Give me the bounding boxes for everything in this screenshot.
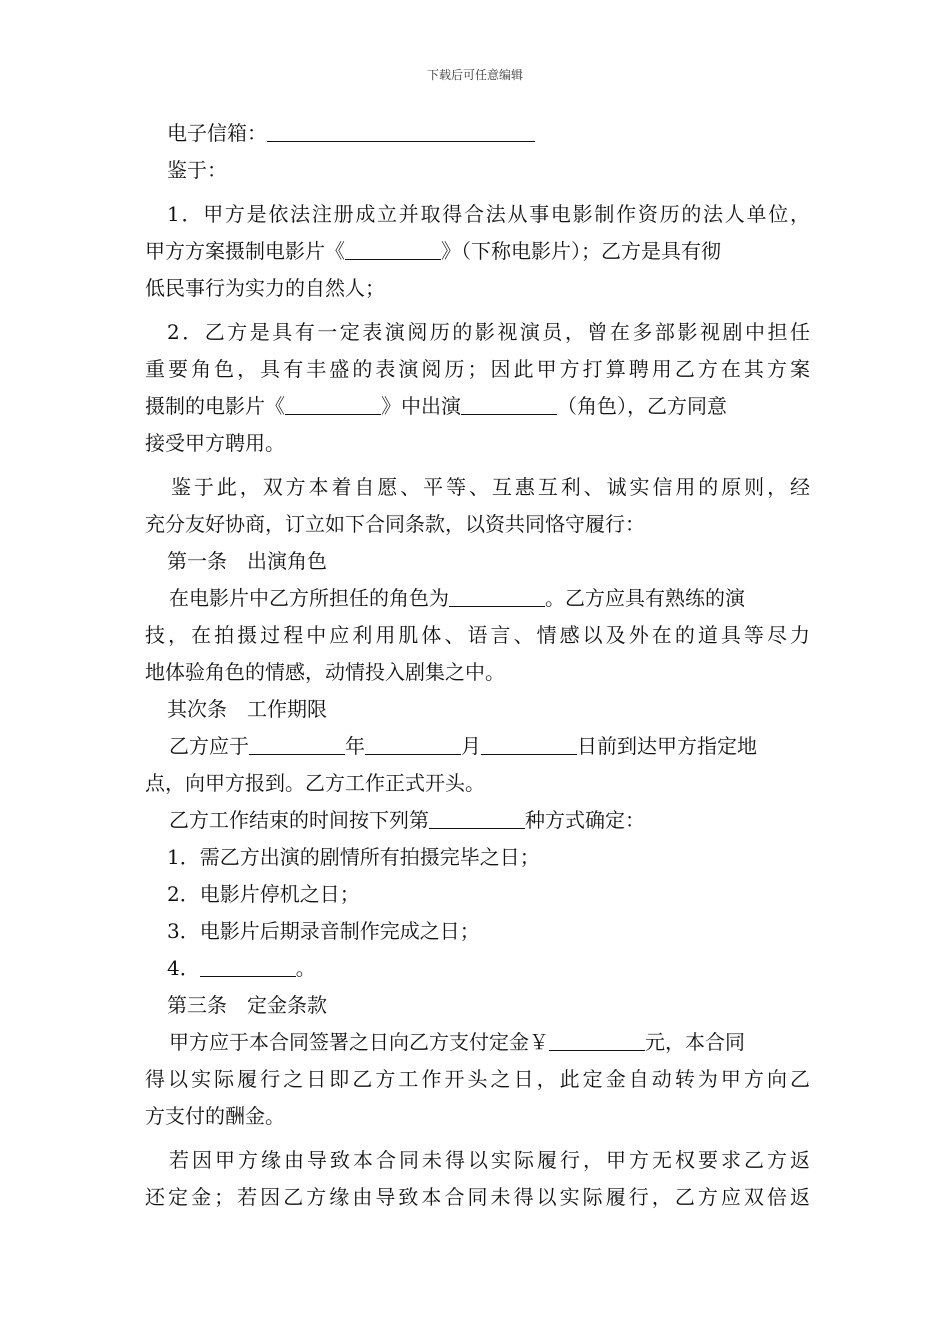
option-4-number: 4．: [167, 956, 200, 980]
option-4: [145, 950, 810, 987]
deposit-amount-blank: [549, 1026, 645, 1051]
option-3: 3．电影片后期录音制作完成之日；: [167, 919, 480, 943]
art2-line-2: 点，向甲方报到。乙方工作正式开头。: [145, 771, 485, 795]
art1-line-2: 技，在拍摄过程中应利用肌体、语言、情感以及外在的道具等尽力: [145, 623, 810, 647]
art1-text-a: 在电影片中乙方所担任的角色为: [169, 586, 449, 610]
p1-text-b: 》（下称电影片）；乙方是具有彻: [441, 239, 721, 263]
contract-body: [145, 115, 810, 1216]
role-blank: [461, 390, 557, 415]
option-4-blank: [200, 952, 296, 977]
art2-text-e: 乙方工作结束的时间按下列第: [169, 808, 429, 832]
p2-line-1: 2．乙方是具有一定表演阅历的影视演员，曾在多部影视剧中担任: [167, 320, 810, 344]
whereas-heading: 鉴于：: [167, 158, 227, 182]
film-title-blank: [345, 235, 441, 260]
p2-text-b: 》中出演: [381, 394, 461, 418]
art2-text-f: 种方式确定：: [525, 808, 645, 832]
option-4-end: 。: [295, 956, 316, 980]
art3-line-3: 方支付的酬金。: [145, 1104, 285, 1128]
p3-line-1: 鉴于此，双方本着自愿、平等、互惠互利、诚实信用的原则，经: [171, 475, 810, 499]
p1-line-3: 低民事行为实力的自然人；: [145, 276, 385, 300]
art3-line-5: 还定金；若因乙方缘由导致本合同未得以实际履行，乙方应双倍返: [145, 1185, 810, 1209]
art2-text-c: 月: [461, 734, 481, 758]
art3-text-a: 甲方应于本合同签署之日向乙方支付定金￥: [169, 1030, 549, 1054]
article-1-title: 第一条 出演角色: [167, 549, 327, 573]
p2-text-c: （角色），乙方同意: [557, 394, 727, 418]
art3-line-1: [145, 1024, 810, 1061]
day-blank: [481, 730, 577, 755]
email-blank: [267, 117, 535, 142]
art3-line-2: 得以实际履行之日即乙方工作开头之日，此定金自动转为甲方向乙: [145, 1067, 810, 1091]
art1-line-1: [145, 580, 810, 617]
email-line: [145, 115, 810, 152]
p2-line-2: 重要角色，具有丰盛的表演阅历；因此甲方打算聘用乙方在其方案: [145, 357, 810, 381]
email-label: 电子信箱：: [167, 121, 267, 145]
method-blank: [429, 804, 525, 829]
article-3-title: 第三条 定金条款: [167, 993, 327, 1017]
art3-text-b: 元，本合同: [645, 1030, 745, 1054]
art3-line-4: 若因甲方缘由导致本合同未得以实际履行，甲方无权要求乙方返: [169, 1148, 810, 1172]
art2-line-3: [145, 802, 810, 839]
art2-text-b: 年: [345, 734, 365, 758]
p3-line-2: 充分友好协商，订立如下合同条款，以资共同恪守履行：: [145, 512, 645, 536]
p1-text-a: 甲方方案摄制电影片《: [145, 239, 345, 263]
article-2-title: 其次条 工作期限: [167, 697, 327, 721]
month-blank: [365, 730, 461, 755]
p1-line-1: 1．甲方是依法注册成立并取得合法从事电影制作资历的法人单位，: [167, 202, 810, 226]
art1-line-3: 地体验角色的情感，动情投入剧集之中。: [145, 660, 505, 684]
option-1: 1．需乙方出演的剧情所有拍摄完毕之日；: [167, 845, 540, 869]
art2-text-d: 日前到达甲方指定地: [577, 734, 757, 758]
art2-line-1: [145, 728, 810, 765]
p1-line-2: [145, 233, 810, 270]
option-2: 2．电影片停机之日；: [167, 882, 360, 906]
p2-text-a: 摄制的电影片《: [145, 394, 285, 418]
page-header: 下载后可任意编辑: [426, 68, 523, 82]
year-blank: [249, 730, 345, 755]
role-name-blank: [449, 582, 545, 607]
art2-text-a: 乙方应于: [169, 734, 249, 758]
film-title-blank-2: [285, 390, 381, 415]
p2-line-3: [145, 388, 810, 425]
art1-text-b: 。乙方应具有熟练的演: [545, 586, 745, 610]
p2-line-4: 接受甲方聘用。: [145, 431, 285, 455]
